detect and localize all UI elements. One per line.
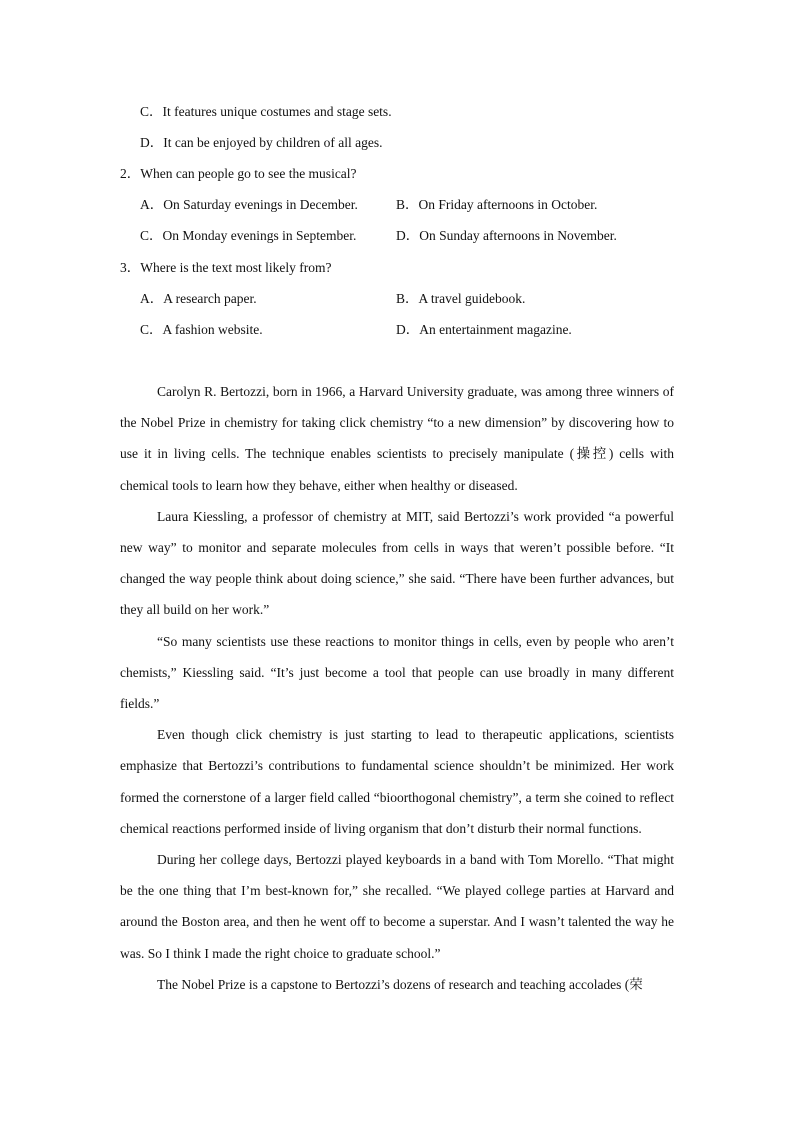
q3-option-b: B．A travel guidebook.	[396, 291, 526, 306]
q2-option-a: A．On Saturday evenings in December.	[140, 197, 358, 212]
q2-options-row-2	[140, 227, 660, 245]
q2-option-b: B．On Friday afternoons in October.	[396, 197, 598, 212]
q3-stem: 3．Where is the text most likely from?	[120, 260, 332, 275]
q1-option-d: D．It can be enjoyed by children of all ages.	[140, 135, 383, 150]
q2-option-c: C．On Monday evenings in September.	[140, 228, 357, 243]
passage-paragraph-6: The Nobel Prize is a capstone to Bertozzi’s dozens of research and teaching accolades (荣	[157, 976, 643, 992]
passage-paragraph-5: During her college days, Bertozzi played keyboards in a band with Tom Morello. “That might be the one thing that I’m best-known for,” she recalled. “We played college parties at Harvard and around the Boston area, and then he went off to become a superstar. And I wasn’t talented the way he was. So I think I made the right choice to graduate school.”	[120, 852, 674, 961]
q2-options-row-1	[140, 196, 660, 214]
reading-passage	[120, 376, 674, 1000]
q3-option-a: A．A research paper.	[140, 291, 257, 306]
q3-option-d: D．An entertainment magazine.	[396, 322, 572, 337]
q3-option-c: C．A fashion website.	[140, 322, 263, 337]
passage-paragraph-4: Even though click chemistry is just starting to lead to therapeutic applications, scientists emphasize that Bertozzi’s contributions to fundamental science shouldn’t be minimized. Her work formed the cornerstone of a larger field called “bioorthogonal chemistry”, a term she coined to reflect chemical reactions performed inside of living organism that don’t disturb their normal functions.	[120, 727, 674, 836]
q3-options-row-2	[140, 321, 660, 339]
q2-option-d: D．On Sunday afternoons in November.	[396, 228, 617, 243]
q3-options-row-1	[140, 290, 660, 308]
passage-paragraph-3: “So many scientists use these reactions to monitor things in cells, even by people who aren’t chemists,” Kiessling said. “It’s just become a tool that people can use broadly in many different fields.”	[120, 633, 674, 712]
passage-paragraph-2: Laura Kiessling, a professor of chemistry at MIT, said Bertozzi’s work provided “a powerful new way” to monitor and separate molecules from cells in ways that weren’t possible before. “It changed the way people think about doing science,” she said. “There have been further advances, but they all build on her work.”	[120, 508, 674, 618]
q2-stem: 2．When can people go to see the musical?	[120, 166, 357, 181]
q1-option-c: C．It features unique costumes and stage sets.	[140, 104, 392, 119]
passage-paragraph-1: Carolyn R. Bertozzi, born in 1966, a Harvard University graduate, was among three winners of the Nobel Prize in chemistry for taking click chemistry “to a new dimension” by discovering how to use it in living cells. The technique enables scientists to precisely manipulate (操控) cells with chemical tools to learn how they behave, either when healthy or diseased.	[120, 384, 674, 493]
